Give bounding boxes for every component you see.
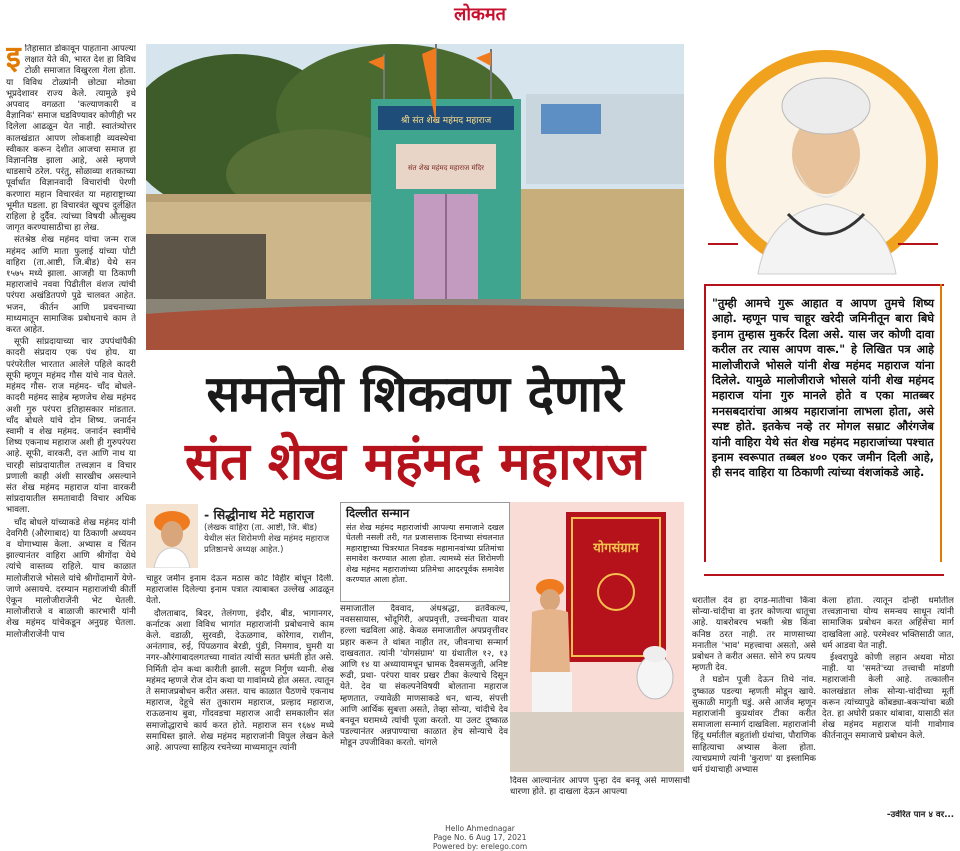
masthead <box>0 0 960 34</box>
author-name: - सिद्धीनाथ मेटे महाराज <box>204 507 315 522</box>
caption-row-text: दिवस आल्यानंतर आपण पुन्हा देव बनवू असे माणसाची धारणा होते. हा दाखला देऊन आपल्या <box>510 776 690 798</box>
saint-portrait <box>698 44 948 284</box>
article-column-1 <box>6 44 136 826</box>
page-footer <box>0 824 960 851</box>
quote-divider-right <box>940 284 942 562</box>
paragraph: ते घडोन पूजी देऊन तिथे नांव. दुष्काळ पडल्या म्हणती मोडून खाये. सुकाळी मागुती घडुं. असे आर्जव म्हणून महाराजांनी कुप्रथांवर टीका करीत समाजाला सन्मार्ग दाखविला. महाराजांनी हिंदू धर्मातील बहुतांशी ग्रंथांचा, पौराणिक साहित्याचा अभ्यास केला होता. त्याचप्रमाणे त्यांनी 'कुराण' या इस्लामिक धर्म ग्रंथाचाही अभ्यास <box>692 675 816 776</box>
headline-line-2: संत शेख महंमद महाराज <box>185 432 645 492</box>
paragraph: केला होता. त्यातून दोन्ही धर्मातील तत्त्वज्ञानाचा योग्य समन्वय साधून त्यांनी सामाजिक प्रबोधन करत अहिंसेचा मार्ग दाखविला आहे. परमेश्वर भक्तिसाठी जात, धर्म आडवा येत नाही. <box>822 596 954 651</box>
author-photo <box>146 504 198 568</box>
paragraph: ईश्वरापुढे कोणी लहान अथवा मोठा नाही. या 'समते'च्या तत्त्वाची मांडणी महाराजांनी केली आहे. तत्कालीन कालखंडात लोक सोन्या-चांदीच्या मूर्ती करून त्यांच्यापुढे कोंबड्या-बकऱ्यांचा बळी देत. हा अघोरी प्रकार थांबावा, यासाठी संत शेख महंमद महाराज यांनी गावोगाव कीर्तनातून समाजाचे प्रबोधन केले. <box>822 653 954 742</box>
drop-cap: इ <box>6 44 21 75</box>
delhi-box-title: दिल्लीत सन्मान <box>346 506 410 520</box>
paragraph: समाजातील दैववाद, अंधश्रद्धा, व्रतवैकल्य, नवससायास, भोंदूगिरी, अपप्रवृत्ती, उच्चनीचता यावर हल्ला चढविला आहे. केवळ समाजातील अपप्रवृत्तीवर प्रहार करून ते थांबत नाहीत तर, जीवनाचा सन्मार्ग दाखवतात. त्यांनी 'योगसंग्राम' या ग्रंथातील १२, १३ आणि १४ या अध्यायामधून भ्रामक दैवसमजुती, अनिष्ट रूढी, प्रथा- परंपरा यावर प्रखर टीका केल्याचे दिसून येते. देव या संकल्पनेविषयी बोलताना महाराज म्हणतात, ज्यावेळी माणसाकडे धन, धान्य, संपत्ती आणि आर्थिक सुबत्ता असते, तेव्हा सोन्या, चांदीचे देव बनवून घरामध्ये त्यांची पूजा करतो. या उलट दुष्काळ पडल्यानंतर अन्नपाण्याचा काळात हेच सोन्याचे देव मोडून उपजीविका करतो. चांगले <box>340 604 508 749</box>
quote-divider-bottom <box>704 574 944 576</box>
book-title-text: योगसंग्राम <box>593 541 639 556</box>
headline-line-1: समतेची शिकवण देणारे <box>206 365 624 423</box>
delhi-honor-box <box>340 502 510 602</box>
statue-illustration <box>510 502 684 772</box>
footer-page-info: Page No. 6 Aug 17, 2021 <box>433 833 527 842</box>
quote-text: "तुम्ही आमचे गुरू आहात व आपण तुमचे शिष्य आहो. म्हणून पाच चाहूर खरेदी जमिनीतून बारा बिघे इनाम तुम्हास मुकर्रर दिला असे. यास जर कोणी दावा करील तर त्यास आपण वारू." हे लिखित पत्र आहे मालोजीराजे भोसले यांनी शेख महंमद महाराज यांना दिलेले. यामुळे मालोजीराजे भोसले यांनी शेख महंमद महाराज यांना गुरु मानले होते व एका मातब्बर मनसबदारांचा आश्रय महाराजांना लाभला होता, असे स्पष्ट होते. इतकेच नव्हे तर मोगल सम्राट औरंगजेब यांनी वाहिरा येथे संत शेख महंमद महाराजांच्या पश्चात इनाम स्वरूपात तब्बल ४०० एकर जमीन दिली आहे, ही सनद वाहिरा या ठिकाणी त्यांच्या वंशजांकडे आहे. <box>712 297 934 480</box>
article-column-3 <box>340 604 508 772</box>
temple-photo <box>146 44 684 350</box>
statue-photo <box>510 502 684 772</box>
paragraph: चाँद बोधले यांच्याकडे शेख महंमद यांनी देवगिरी (औरंगाबाद) या ठिकाणी अध्ययन व योगाभ्यास केला. अभ्यास व चिंतन झाल्यानंतर वाहिरा आणि श्रीगोंदा येथे त्यांचे वास्तव्य राहिले. याच काळात मालोजीराजे भोसले यांचे श्रीगोंदामार्गे येणे-जाणे असायचे. दरम्यान महाराजांची कीर्ती ऐकून मालोजीराजेंनी भेट घेतली. मालोजीराजे व बाळाजी कारभारी यांनी शेख महंमद यांचेकडून अनुग्रह घेतला. मालोजीराजेंनी पाच <box>6 517 136 640</box>
quote-divider-left <box>704 284 706 562</box>
saint-portrait-illustration <box>698 44 948 284</box>
paragraph: तिहासात डोकावून पाहताना आपल्या लक्षात येते की, भारत देश हा विविध टोळी समाजात विखुरला गेला होता. या विविध टोळ्यांनी छोट्या मोठ्या भूप्रदेशावर राज्य केले. त्यामुळे इथे अपवाद वगळता 'कल्याणकारी व वैज्ञानिक' समाज घडविण्यावर कोणीही भर दिलेला आढळून येत नाही. स्वातंत्र्योत्तर कालखंडात आपण लोकशाही व्यवस्थेचा स्वीकार करून देशीत आजचा समाज हा विज्ञाननिष्ठ झाला आहे, असे म्हणणे धाडसाचे ठरेल. परंतु, सोळाव्या शतकाच्या पूर्वार्धात विज्ञानवादी विचारांची पेरणी करणारा महान विचारवंत या महाराष्ट्राच्या भूमीत घडला. हा विचारवंत खूपच दुर्लक्षित राहिला हे दुर्दैव. त्यांच्या विषयी औत्सुक्य जागृत करण्यासाठीचा हा लेख. <box>6 44 136 234</box>
temple-gate-text: संत शेख महंमद महाराज मंदिर <box>407 164 485 172</box>
paragraph: दौलताबाद, बिदर, तेलंगणा, इंदौर, बीड, भागानगर, कर्नाटक अशा विविध भागांत महाराजांनी प्रबोधनाचे काम केले. वडाळी, सुरवडी, देऊळगाव, कोरेगाव, राशीन, अनंतगाव, रुई, पिंपळगाव बेरडी, पुंडी, निमगाव, घुमरी या नगर-औरंगाबादलगतच्या गावांत त्यांची सतत भ्रमंती होत असे. निर्मिती दोन कथा कारीती झाली. सद्गुण निर्गुण ध्यानी. शेख महंमद म्हणजे रोज दोन कथा या गावांमध्ये होत असत. त्यातून ते समाजप्रबोधन करीत असत. याच काळात पैठणचे एकनाथ महाराज, देहूचे संत तुकाराम महाराज, प्रल्हाद महाराज, राऊळनाथ बुवा, गोंदवडचा महाराज आदी समकालीन संत समाजोद्धाराचे कार्य करत होते. महाराज सन १६७४ मध्ये समाधिस्त झाले. शेख महंमद महाराजांनी विपुल लेखन केले आहे. आपल्या साहित्य रचनेच्या माध्यमातून त्यांनी <box>146 608 334 754</box>
quote-divider-top <box>704 284 944 286</box>
newspaper-logo: लोकमत <box>454 4 506 25</box>
article-column-5 <box>822 596 954 810</box>
paragraph: चाहूर जमीन इनाम देऊन मठास कोट विहीर बांधून दिली. महाराजांस दिलेल्या इनाम पत्रात त्याबाबत उल्लेख आढळून येतो. <box>146 574 334 607</box>
quote-box <box>698 284 950 584</box>
article-column-2 <box>146 574 334 824</box>
temple-board-text: श्री संत शेख महंमद महाराज <box>400 116 492 126</box>
footer-edition: Hello Ahmednagar <box>445 824 515 833</box>
paragraph: संतश्रेष्ठ शेख महंमद यांचा जन्म राज महंमद आणि माता फुलाई यांच्या पोटी वाहिरा (ता.आष्टी, जि.बीड) येथे सन १५७५ मध्ये झाला. आजही या ठिकाणी महाराजांचे नववा पिढीतील वंशज त्यांची परंपरा अखंडितपणे पुढे चालवत आहेत. भजन, कीर्तन आणि प्रवचनाच्या माध्यमातून सामाजिक प्रबोधनाचे काम ते करत आहेत. <box>6 235 136 336</box>
paragraph: धरातील देव हा दगड-मातीचा किंवा सोन्या-चांदीचा वा इतर कोणत्या धातूचा आहे. याबरोबरच भक्ती श्रेष्ठ किंवा कनिष्ठ ठरत नाही. तर माणसाच्या मनातील 'भाव' महत्त्वाचा असतो, असे प्रबोधन ते करीत असत. सोने रुप प्रत्यय म्हणती देव. <box>692 596 816 674</box>
byline <box>146 504 336 572</box>
article-column-4 <box>692 596 816 824</box>
author-illustration <box>146 504 198 568</box>
temple-photo-illustration <box>146 44 684 350</box>
delhi-box-text: संत शेख महंमद महाराजांची आपल्या समाजाने दखल घेतली नसली तरी, गत प्रजासत्ताक दिनाच्या संचलनात महाराष्ट्राच्या चित्ररथात निवडक महामानवांच्या प्रतिमांचा समावेश करण्यात आला होता. त्यामध्ये संत शिरोमणी शेख महंमद महाराजांच्या प्रतिमेचा आदरपूर्वक समावेश करण्यात आला होता. <box>346 522 504 585</box>
continued-note: -उर्वरित पान ४ वर... <box>886 810 954 820</box>
footer-powered-by: Powered by: erelego.com <box>432 842 528 851</box>
paragraph: सूफी सांप्रदायाच्या चार उपपंथांपैकी कादरी संप्रदाय एक पंथ होय. या परंपरेतील भारतात आलेले पहिले कादरी सूफी म्हणून महंमद गौस यांचे नाव घेतले. महंमद गौस- राज महंमद- चाँद बोधले- कादरी महंमद साहेब म्हणजेच शेख महंमद अशी गुरु परंपरा इतिहासकार मांडतात. चाँद बोधले यांचे दोन शिष्य. जनार्दन स्वामी व शेख महंमद. जनार्दन स्वामींचे शिष्य एकनाथ महाराज अशी ही गुरुपरंपरा आहे. सूफी, वारकरी, दत्त आणि नाथ या चारही सांप्रदायातील तत्त्वज्ञान व विचार प्रणाली काही अंशी सारखीच असल्याने संत शेख महंमद महाराज यांना वारकरी सांप्रदायातील समतावादी विचार अधिक भावला. <box>6 337 136 516</box>
author-description: (लेखक वाहिरा (ता. आष्टी, जि. बीड) येथील संत शिरोमणी शेख महंमद महाराज प्रतिष्ठानचे अध्यक्ष आहेत.) <box>204 523 330 555</box>
